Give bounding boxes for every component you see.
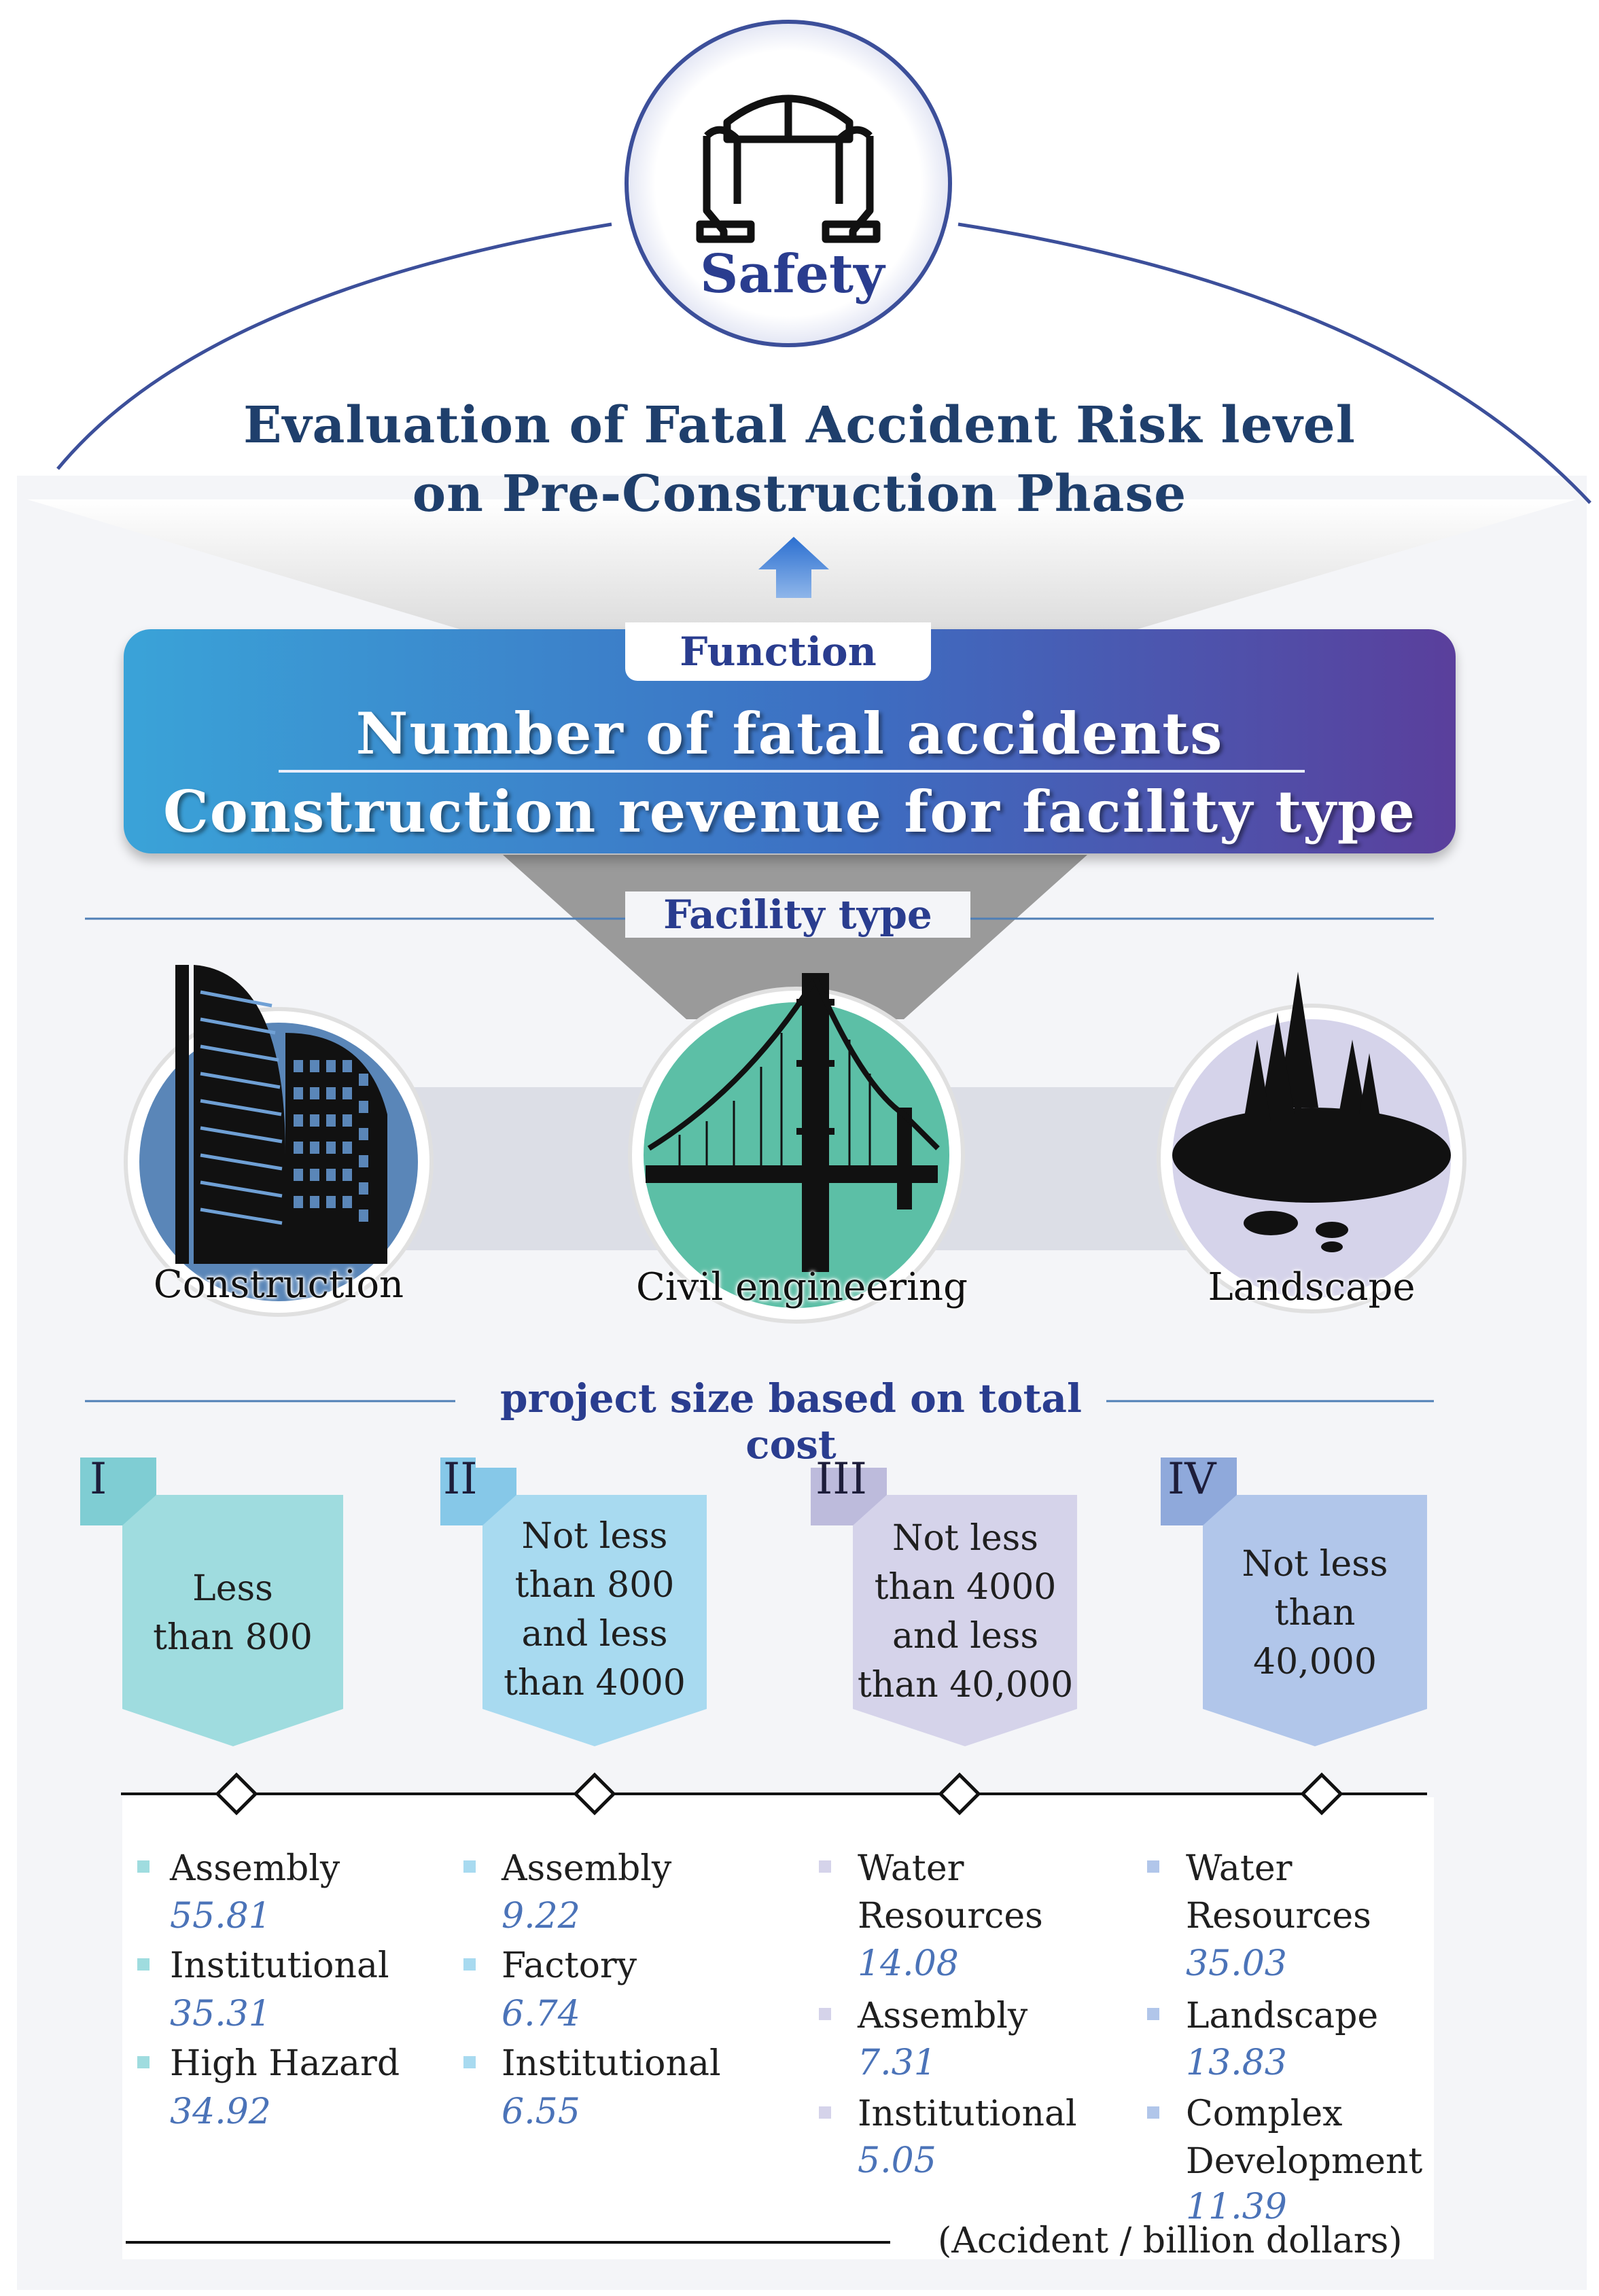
category-name: Assembly xyxy=(858,1996,1028,2036)
size-range-4-line-1: Not less xyxy=(1242,1544,1388,1585)
category-name-cont: Resources xyxy=(1186,1896,1371,1937)
size-range-4-line-2: than xyxy=(1274,1593,1356,1633)
category-value: 6.55 xyxy=(502,2091,580,2132)
size-range-3-line-4: than 40,000 xyxy=(857,1665,1074,1706)
category-value: 55.81 xyxy=(170,1896,271,1937)
category-value: 34.92 xyxy=(170,2091,271,2132)
category-name: Assembly xyxy=(170,1848,340,1889)
bullet-marker xyxy=(137,2056,150,2068)
category-name: Complex xyxy=(1186,2094,1343,2134)
size-range-2-line-4: than 4000 xyxy=(504,1663,686,1703)
size-roman-2: II xyxy=(443,1454,478,1504)
category-value: 5.05 xyxy=(858,2140,936,2181)
bullet-marker xyxy=(1147,2106,1159,2119)
size-range-4 xyxy=(1210,1540,1420,1686)
facility-label-construction: Construction xyxy=(153,1262,404,1307)
category-value: 11.39 xyxy=(1186,2187,1287,2227)
bullet-marker xyxy=(463,1958,476,1971)
project-size-title: project size based on total cost xyxy=(476,1375,1106,1468)
category-value: 35.03 xyxy=(1186,1943,1287,1984)
category-name: Assembly xyxy=(502,1848,672,1889)
size-range-3 xyxy=(855,1514,1076,1710)
size-range-3-line-1: Not less xyxy=(892,1518,1038,1559)
bullet-marker xyxy=(137,1958,150,1971)
fraction-rule xyxy=(279,770,1305,773)
page-title-line2: on Pre-Construction Phase xyxy=(412,465,1187,523)
size-roman-3: III xyxy=(815,1454,867,1504)
category-value: 13.83 xyxy=(1186,2043,1287,2083)
bullet-marker xyxy=(463,2056,476,2068)
size-range-4-line-3: 40,000 xyxy=(1253,1642,1377,1682)
facility-type-title: Facility type xyxy=(625,891,970,938)
size-roman-4: IV xyxy=(1167,1454,1216,1504)
function-denominator: Construction revenue for facility type xyxy=(162,778,1417,845)
size-range-2-line-2: than 800 xyxy=(514,1565,675,1606)
page-title-line1: Evaluation of Fatal Accident Risk level xyxy=(243,396,1356,455)
size-range-1 xyxy=(129,1564,336,1662)
category-value: 7.31 xyxy=(858,2043,936,2083)
category-value: 9.22 xyxy=(502,1896,580,1937)
category-value: 35.31 xyxy=(170,1994,271,2034)
function-numerator: Number of fatal accidents xyxy=(355,700,1224,767)
category-name: Institutional xyxy=(170,1945,389,1986)
size-roman-1: I xyxy=(90,1454,107,1504)
size-range-2-line-3: and less xyxy=(521,1614,668,1655)
category-name-cont: Development xyxy=(1186,2141,1423,2182)
size-range-1-line-2: than 800 xyxy=(153,1617,313,1658)
bullet-marker xyxy=(1147,2008,1159,2020)
facility-label-civil-engineering: Civil engineering xyxy=(636,1265,968,1309)
size-range-1-line-1: Less xyxy=(192,1568,273,1609)
size-range-3-line-3: and less xyxy=(892,1616,1039,1657)
safety-label: Safety xyxy=(700,243,885,305)
category-name: Water xyxy=(1186,1848,1293,1889)
bullet-marker xyxy=(1147,1860,1159,1873)
category-name: Institutional xyxy=(502,2043,721,2084)
category-value: 14.08 xyxy=(858,1943,959,1984)
unit-label: (Accident / billion dollars) xyxy=(938,2221,1403,2261)
size-range-2-line-1: Not less xyxy=(521,1516,668,1557)
category-value: 6.74 xyxy=(502,1994,580,2034)
function-tab: Function xyxy=(625,622,931,681)
bullet-marker xyxy=(819,1860,831,1873)
category-name: Landscape xyxy=(1186,1996,1379,2036)
facility-label-landscape: Landscape xyxy=(1208,1265,1416,1309)
bullet-marker xyxy=(137,1860,150,1873)
category-name: Water xyxy=(858,1848,964,1889)
size-range-2 xyxy=(489,1512,700,1708)
category-name-cont: Resources xyxy=(858,1896,1043,1937)
category-name: High Hazard xyxy=(170,2043,400,2084)
top-arc-right xyxy=(958,224,1590,503)
category-name: Institutional xyxy=(858,2094,1077,2134)
bullet-marker xyxy=(463,1860,476,1873)
bullet-marker xyxy=(819,2008,831,2020)
size-range-3-line-2: than 4000 xyxy=(874,1567,1057,1608)
bullet-marker xyxy=(819,2106,831,2119)
category-name: Factory xyxy=(502,1945,637,1986)
